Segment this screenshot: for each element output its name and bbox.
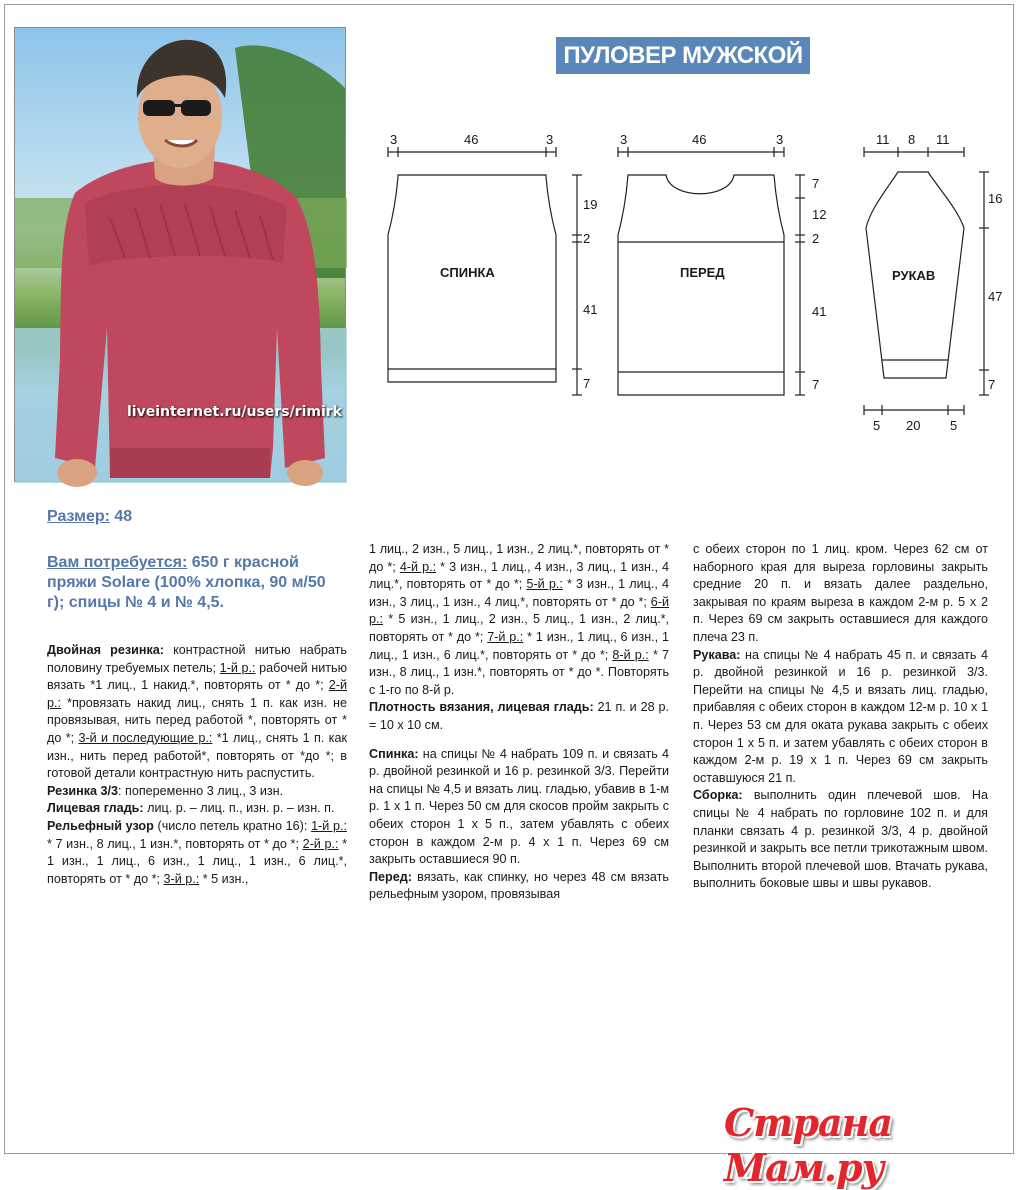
brand-logo: Страна Мам.ру — [724, 1100, 892, 1190]
double-rib-heading: Двойная резинка: — [47, 643, 164, 657]
text: на спицы № 4 набрать 109 п. и связать 4 р. двойной резинкой и 16 р. резинкой 3/3. Перейти на спицы № 4,5 и вязать лиц. гладью, убавив в 1-м р. 1 х 1 п. Через 50 см для скосов пройм закрыть с обеих сторон 1 х 5 п., затем убавлять с обеих сторон в каждом 2-м р. 4 х 1 п. Через 69 см закрыть оставшиеся 90 п. — [369, 746, 669, 867]
page-title: ПУЛОВЕР МУЖСКОЙ — [556, 37, 810, 74]
text: рабочей нитью вязать *1 лиц., 1 накид.*, повторять от * до *; — [47, 660, 348, 693]
sleeve-bottom-3: 5 — [950, 418, 958, 433]
rib33-paragraph — [47, 783, 347, 801]
back-paragraph — [369, 746, 669, 869]
front-top-1: 3 — [620, 132, 628, 147]
front-heading: Перед: — [369, 869, 412, 884]
instructions-column-2 — [369, 541, 669, 904]
text: с обеих сторон по 1 лиц. кром. Через 62 см от наборного края для выреза горловины закрыть средние 20 п. и вязать далее раздельно, закрывая по краям выреза в каждом 2-м р. 5 х 2 п. Через 69 см закрыть оставшиеся для каждого плеча 23 п. — [693, 542, 988, 644]
sleeves-paragraph — [693, 647, 988, 788]
text: * 3 изн., 1 лиц., 4 изн., 3 лиц., 1 изн., 4 лиц.*, повторять от * до *; — [369, 577, 669, 609]
front-side-2: 12 — [812, 207, 827, 222]
row-ref: 7-й р.: — [487, 629, 524, 644]
sleeve-label: РУКАВ — [892, 268, 936, 283]
row-ref: 3-й и последующие р.: — [78, 730, 213, 745]
materials-text: 650 г красной пряжи Solare (100% хлопка, 90 м/50 г); спицы № 4 и № 4,5. — [47, 554, 326, 611]
instructions-column-1 — [47, 642, 347, 888]
text: * 1 изн., 1 лиц., 6 изн., 1 лиц., 1 изн., 6 лиц.*, повторять от * до *; — [47, 836, 348, 886]
row-ref: 1-й р.: — [219, 660, 256, 675]
row-ref: 1-й р.: — [311, 818, 347, 833]
front-top-3: 3 — [776, 132, 784, 147]
sleeve-bottom-2: 20 — [906, 418, 921, 433]
back-top-2: 46 — [464, 132, 479, 147]
text: 1 лиц., 2 изн., 5 лиц., 1 изн., 2 лиц.*, повторять от * до *; — [369, 542, 669, 574]
stockinette-heading: Лицевая гладь: — [47, 801, 144, 816]
text: : попеременно 3 лиц., 3 изн. — [118, 783, 284, 798]
text: * 3 изн., 1 лиц., 4 изн., 3 лиц., 1 изн., 4 лиц.*, повторять от * до *; — [369, 559, 669, 592]
text: 21 п. и 28 р. = 10 х 10 см. — [369, 700, 669, 732]
rib33-heading: Резинка 3/3 — [47, 783, 119, 798]
sleeve-bottom-1: 5 — [873, 418, 881, 433]
relief-continued — [369, 541, 669, 699]
row-ref: 2-й р.: — [302, 836, 339, 851]
relief-heading: Рельефный узор — [47, 818, 154, 833]
back-side-3: 41 — [583, 302, 598, 317]
row-ref: 8-й р.: — [612, 647, 649, 662]
text: на спицы № 4 набрать 45 п. и связать 4 р. двойной резинкой и 16 р. резинкой 3/3. Перейти на спицы № 4,5 и вязать лиц. гладью, прибавляя с обеих сторон в каждом 12-м р. 10 х 1 п. Через 53 см для оката рукава закрыть с обеих сторон 1 х 5 п. и затем убавлять с обеих сторон в каждом 2-м р. 19 х 1 п. Через 69 см закрыть оставшуюся 21 п. — [693, 647, 988, 785]
size-line — [47, 508, 132, 526]
back-label: СПИНКА — [440, 265, 495, 280]
front-side-1: 7 — [812, 176, 820, 191]
text: контрастной нитью набрать половину требуемых петель; — [47, 643, 347, 675]
relief-paragraph — [47, 818, 347, 888]
spacer — [369, 735, 669, 746]
text: * 7 изн., 8 лиц., 1 изн.*, повторять от * до *; — [47, 836, 303, 851]
model-photo — [14, 27, 346, 482]
gauge-heading: Плотность вязания, лицевая гладь: — [369, 700, 594, 715]
size-value: 48 — [109, 508, 133, 525]
front-continued — [693, 541, 988, 647]
text: * 1 изн., 1 лиц., 6 изн., 1 лиц., 1 изн., 6 лиц.*, повторять от * до *; — [369, 629, 669, 662]
front-paragraph — [369, 869, 669, 904]
sleeve-side-1: 16 — [988, 191, 1003, 206]
row-ref: 2-й р.: — [47, 678, 347, 710]
materials-block — [47, 553, 347, 613]
back-side-4: 7 — [583, 376, 591, 391]
row-ref: 5-й р.: — [526, 577, 563, 592]
text: *провязать накид лиц., снять 1 п. как изн. не провязывая, нить перед работой *, повторять от * до *; — [47, 695, 347, 745]
front-side-5: 7 — [812, 377, 820, 392]
front-side-4: 41 — [812, 304, 827, 319]
pattern-schematic — [370, 120, 1003, 440]
double-rib-paragraph — [47, 642, 347, 783]
back-heading: Спинка: — [369, 746, 419, 761]
sleeve-side-2: 47 — [988, 289, 1003, 304]
row-ref: 6-й р.: — [369, 594, 669, 627]
front-label: ПЕРЕД — [680, 265, 725, 280]
stockinette-paragraph — [47, 800, 347, 818]
row-ref: 4-й р.: — [399, 559, 437, 574]
back-top-3: 3 — [546, 132, 554, 147]
front-piece — [618, 175, 784, 395]
sleeve-top-1: 11 — [876, 132, 890, 147]
sleeve-side-3: 7 — [988, 377, 996, 392]
front-top-2: 46 — [692, 132, 707, 147]
text: лиц. р. – лиц. п., изн. р. – изн. п. — [143, 801, 335, 816]
watermark-url: liveinternet.ru/users/rimirk — [127, 404, 342, 420]
text: * 5 изн., 1 лиц., 2 изн., 5 лиц., 1 изн., 2 лиц.*, повторять от * до *; — [369, 612, 669, 644]
text: вязать, как спинку, но через 48 см вязать рельефным узором, провязывая — [369, 869, 669, 902]
size-label: Размер: — [47, 508, 110, 525]
instructions-column-3 — [693, 541, 988, 893]
sleeves-heading: Рукава: — [693, 647, 741, 662]
back-side-2: 2 — [583, 231, 591, 246]
text: выполнить один плечевой шов. На спицы № 4 набрать по горловине 102 п. и для планки связать 4 р. резинкой 3/3, 4 р. двойной резинкой и закрыть все петли трикотажным швом. Выполнить второй плечевой шов. Втачать рукава, выполнить боковые швы и швы рукавов. — [693, 788, 988, 891]
assembly-paragraph — [693, 787, 988, 893]
sleeve-top-2: 8 — [908, 132, 916, 147]
text: *1 лиц., снять 1 п. как изн., нить перед работой*, повторять от *до *; в готовой детали контрастную нить распустить. — [47, 730, 347, 781]
back-top-1: 3 — [390, 132, 398, 147]
text: * 5 изн., — [199, 871, 249, 886]
front-side-3: 2 — [812, 231, 820, 246]
text: * 7 изн., 8 лиц., 1 изн.*, повторять от * до *. Повторять с 1-го по 8-й р. — [369, 647, 670, 697]
materials-label: Вам потребуется: — [47, 554, 188, 571]
text: (число петель кратно 16): — [153, 818, 312, 833]
sleeve-top-3: 11 — [936, 132, 950, 147]
back-side-1: 19 — [583, 197, 598, 212]
row-ref: 3-й р.: — [163, 871, 200, 886]
assembly-heading: Сборка: — [693, 788, 743, 803]
gauge-paragraph — [369, 699, 669, 734]
